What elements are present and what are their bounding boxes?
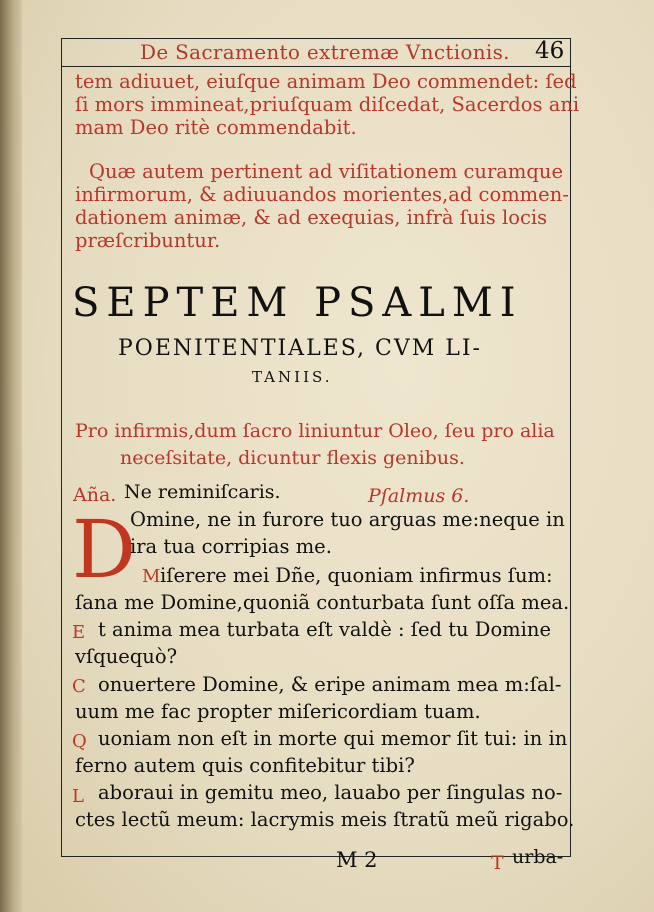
text-line: dationem animæ, & ad exequias, infrà ſuis locis <box>75 206 548 229</box>
running-header: De Sacramento extremæ Vnctionis. <box>140 40 510 64</box>
catchword-initial: T <box>491 852 504 874</box>
verse-initial: L <box>72 786 84 807</box>
verse-line: Omine, ne in furore tuo arguas me:neque in <box>130 508 565 531</box>
page-number: 46 <box>535 38 565 64</box>
verse-initial: E <box>72 622 86 643</box>
section-subheading-continued: TANIIS. <box>252 368 333 386</box>
intro-paragraph <box>75 70 580 139</box>
verse-line: ſana me Domine,quoniã conturbata ſunt oſſa mea. <box>75 591 570 614</box>
antiphon-text: Ne reminiſcaris. <box>124 481 281 503</box>
drop-capital: D <box>72 503 137 596</box>
verse-line: ctes lectũ meum: lacrymis meis ſtratũ meũ rigabo. <box>75 808 575 831</box>
verse-initial: Q <box>72 731 87 752</box>
catchword: urba- <box>512 846 564 868</box>
verse-line: iſerere mei Dñe, quoniam infirmus ſum: <box>160 564 553 587</box>
text-line: præſcribuntur. <box>75 229 221 252</box>
text-line: tem adiuuet, eiuſque animam Deo commendet: ſed <box>75 70 577 93</box>
verse-line: uum me fac propter miſericordiam tuam. <box>75 700 481 723</box>
text-line: infirmorum, & adiuuandos morientes,ad commen- <box>75 183 569 206</box>
instruction-paragraph <box>75 160 570 252</box>
rubric-line: neceſsitate, dicuntur flexis genibus. <box>120 447 465 469</box>
rubric-line: Pro infirmis,dum ſacro liniuntur Oleo, ſeu pro alia <box>75 420 555 442</box>
section-subheading: POENITENTIALES, CVM LI- <box>118 336 482 361</box>
signature-mark: M 2 <box>336 848 378 872</box>
header-rule <box>61 66 571 67</box>
verse-initial: C <box>72 676 86 697</box>
verse-line: t anima mea turbata eſt valdè : ſed tu Domine <box>98 618 552 641</box>
verse-line: ferno autem quis confitebitur tibi? <box>75 754 415 777</box>
verse-initial: M <box>142 566 161 587</box>
text-line: mam Deo ritè commendabit. <box>75 116 357 139</box>
antiphon-label: Aña. <box>73 484 117 506</box>
psalm-label: Pſalmus 6. <box>368 485 470 507</box>
text-line: Quæ autem pertinent ad viſitationem curamque <box>89 160 564 183</box>
verse-line: ira tua corripias me. <box>130 535 332 558</box>
verse-line: vſquequò? <box>75 645 178 668</box>
top-rule <box>61 38 571 39</box>
verse-line: onuertere Domine, & eripe animam mea m:ſal- <box>98 673 562 696</box>
verse-line: aboraui in gemitu meo, lauabo per ſingulas no- <box>98 781 563 804</box>
text-line: ſi mors immineat,priuſquam diſcedat, Sacerdos ani <box>75 93 580 116</box>
section-heading: SEPTEM PSALMI <box>72 280 523 326</box>
verse-line: uoniam non eſt in morte qui memor ſit tui: in in <box>98 727 568 750</box>
